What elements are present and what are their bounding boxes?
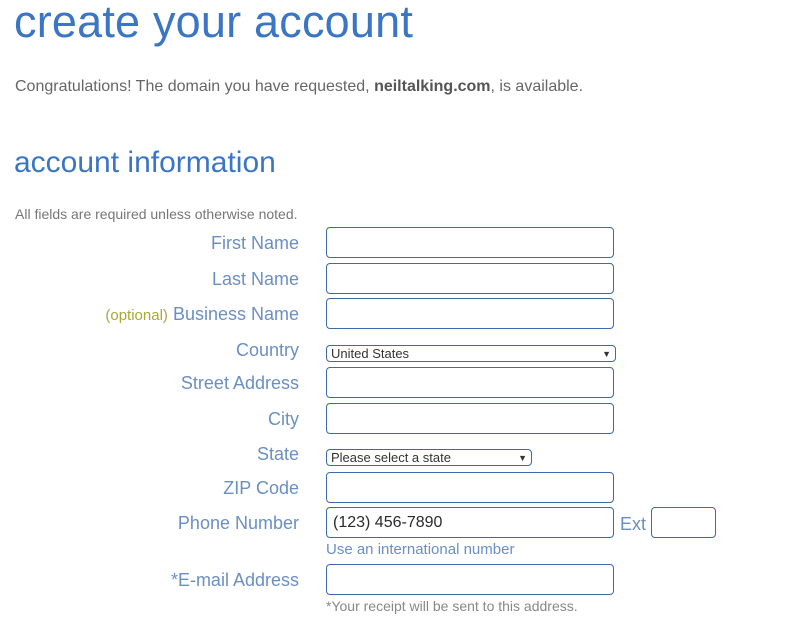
section-title: account information: [14, 146, 276, 179]
email-input[interactable]: [326, 564, 614, 595]
city-input[interactable]: [326, 403, 614, 434]
street-address-input[interactable]: [326, 367, 614, 398]
street-address-label: Street Address: [180, 373, 299, 393]
business-name-input[interactable]: [326, 298, 614, 329]
zip-code-label: ZIP Code: [223, 478, 299, 498]
city-label: City: [268, 409, 299, 429]
state-label: State: [256, 444, 299, 464]
last-name-input[interactable]: [326, 263, 614, 294]
state-select[interactable]: [326, 449, 532, 466]
chevron-down-icon: ▼: [602, 349, 611, 359]
zip-code-input[interactable]: [326, 472, 614, 503]
first-name-input[interactable]: [326, 227, 614, 258]
last-name-label: Last Name: [211, 269, 299, 289]
country-label: Country: [235, 340, 299, 360]
page-title: create your account: [14, 0, 414, 47]
ext-label: Ext: [620, 514, 647, 534]
business-name-label-group: [105, 304, 299, 325]
country-select[interactable]: [326, 345, 616, 362]
congrats-message: [15, 78, 583, 96]
business-name-label: Business Name: [172, 304, 299, 324]
optional-tag: (optional): [105, 307, 168, 324]
country-selected-value: United States: [331, 346, 410, 361]
congrats-suffix: , is available.: [490, 78, 584, 95]
international-number-link[interactable]: Use an international number: [326, 541, 515, 558]
phone-ext-input[interactable]: [651, 507, 716, 538]
required-note: All fields are required unless otherwise noted.: [15, 206, 298, 222]
congrats-prefix: Congratulations! The domain you have requested,: [15, 78, 370, 95]
chevron-down-icon: ▼: [518, 453, 527, 463]
phone-number-input[interactable]: [326, 507, 614, 538]
requested-domain: neiltalking.com: [374, 78, 491, 95]
email-receipt-note: *Your receipt will be sent to this address.: [326, 598, 578, 614]
state-selected-value: Please select a state: [331, 450, 451, 465]
email-label: *E-mail Address: [170, 570, 299, 590]
first-name-label: First Name: [210, 233, 299, 253]
phone-number-label: Phone Number: [177, 513, 299, 533]
